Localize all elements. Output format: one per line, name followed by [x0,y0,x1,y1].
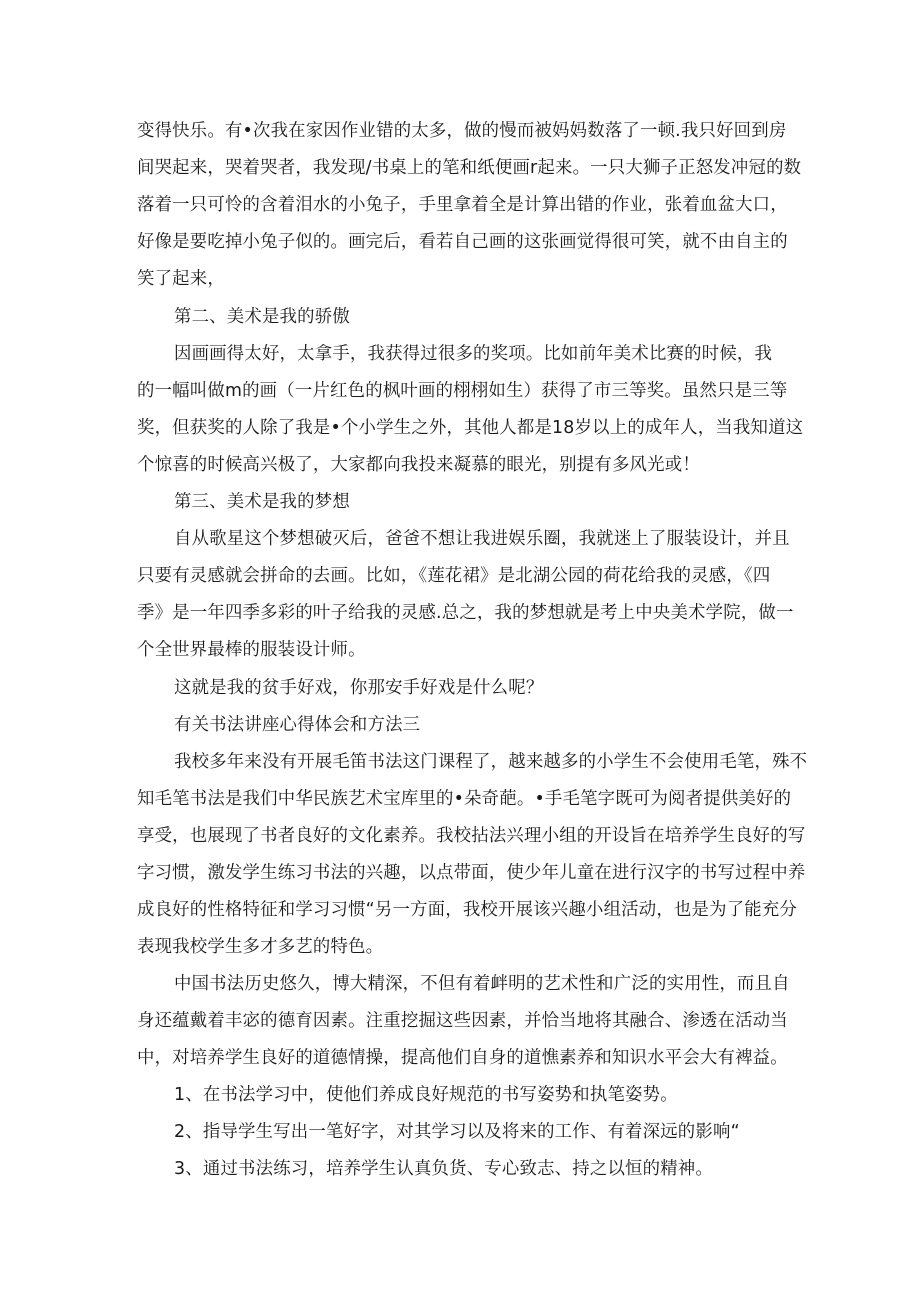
text-line: 个全世界最棒的服装设计师。 [137,640,366,660]
text-line: 季》是一年四季多彩的叶子给我的灵感.总之，我的梦想就是考上中央美术学院，做一 [137,603,794,623]
text-line: 变得快乐。有•次我在家因作业错的太多，做的慢而被妈妈数落了一顿.我只好回到房 [137,121,787,141]
list-item: 1、在书法学习中，使他们养成良好规范的书写姿势和执笔姿势。 [174,1085,678,1105]
text-line: 中国书法历史悠久，博大精深，不但有着衅明的艺术性和广泛的实用性，而且自 [174,974,790,994]
text-line: 身还蕴戴着丰宓的德育因素。注重挖掘这些因素，并恰当地将其融合、渗透在活动当 [137,1011,788,1031]
article-title: 有关书法讲座心得体会和方法三 [174,715,421,735]
text-line: 笑了起来， [137,269,225,289]
text-line: 成良好的性格特征和学习习惯“另一方面，我校开展该兴趣小组活动，也是为了能充分 [137,900,798,920]
section-heading: 第三、美术是我的梦想 [174,492,350,512]
text-line: 我校多年来没有开展毛笛书法这门课程了，越来越多的小学生不会使用毛笔，殊不 [174,752,808,772]
list-item: 3、通过书法练习，培养学生认真负货、专心致志、持之以恒的精神。 [174,1159,713,1179]
text-line: 享受，也展现了书者良好的文化素养。我校拈法兴理小组的开设旨在培养学生良好的写 [137,826,806,846]
text-line: 中，对培养学生良好的道德情操，提高他们自身的道憔素养和知识水平会大有裨益。 [137,1048,788,1068]
text-line: 奖，但获奖的人除了我是•个小学生之外，其他人都是18岁以上的成年人，当我知道这 [137,418,804,438]
list-item: 2、指导学生写出一笔好字，对其学习以及将来的工作、有着深远的影响“ [174,1122,740,1142]
text-line: 只要有灵感就会拼命的去画。比如，《莲花裙》是北湖公园的荷花给我的灵感，《四 [137,566,771,586]
text-line: 知毛笔书法是我们中华民族艺术宝库里的•朵奇葩。•手毛笔字既可为阅者提供美好的 [137,789,792,809]
text-line: 个惊喜的时候高兴极了，大家都向我投来凝慕的眼光，别提有多风光或！ [137,455,700,475]
section-heading: 第二、美术是我的骄傲 [174,307,350,327]
text-line: 自从歌星这个梦想破灭后，爸爸不想让我进娱乐圈，我就迷上了服装设计，并且 [174,529,790,549]
text-line: 字习惯，激发学生练习书法的兴趣，以点带面，使少年儿童在进行汉字的书写过程中养 [137,863,806,883]
text-line: 落着一只可怜的含着泪水的小兔子，手里拿着全是计算出错的作业，张着血盆大口， [137,195,788,215]
text-line: 的一幅叫做m的画（一片红色的枫叶画的栩栩如生）获得了市三等奖。虽然只是三等 [137,381,788,401]
text-line: 这就是我的贫手好戏，你那安手好戏是什么呢？ [174,678,544,698]
text-line: 间哭起来，哭着哭者，我发现/书桌上的笔和纸便画r起来。一只大狮子正怒发冲冠的数 [137,158,802,178]
text-line: 表现我校学生多才多艺的特色。 [137,937,384,957]
text-line: 好像是要吃掉小兔子似的。画完后，看若自己画的这张画觉得很可笑，就不由自主的 [137,232,788,252]
text-line: 因画画得太好，太拿手，我获得过很多的奖项。比如前年美术比赛的时候，我 [174,344,773,364]
